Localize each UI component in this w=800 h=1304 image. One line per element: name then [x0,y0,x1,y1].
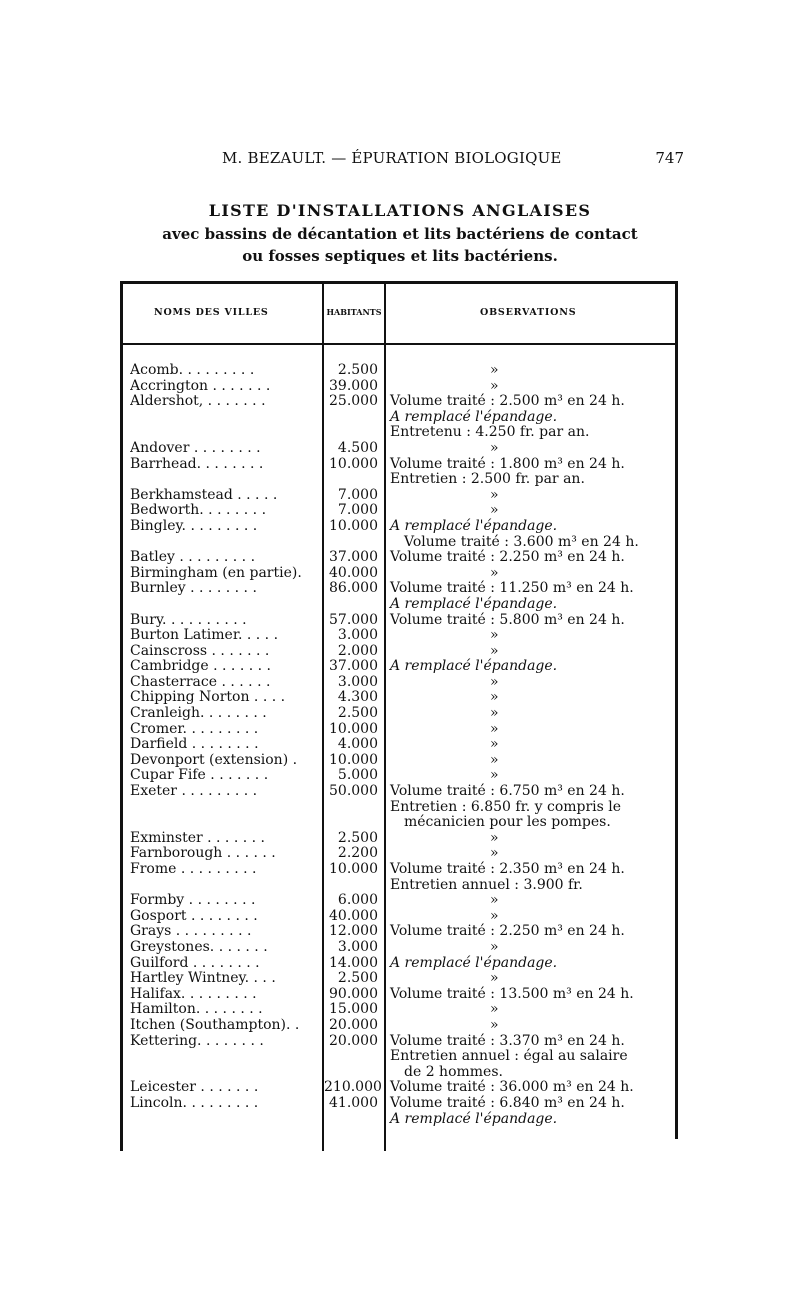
population-value: 20.000 [329,1016,378,1033]
observation-text: Volume traité : 3.370 m³ en 24 h. [390,1032,625,1049]
observation-text: » [490,751,499,768]
town-name: Andover . . . . . . . . [130,440,261,456]
population-value: 12.000 [329,923,378,940]
table-row [120,706,678,722]
observation-text: Volume traité : 13.500 m³ en 24 h. [390,985,634,1002]
list-title [100,199,700,267]
population-value: 7.000 [337,486,378,503]
observation-text: Entretien : 6.850 fr. y compris le [390,798,622,815]
town-name: Cainscross . . . . . . . [130,643,270,659]
table-row [120,363,678,379]
population-value: 5.000 [337,767,378,784]
observation-text: » [490,1001,499,1018]
observation-text: » [490,705,499,722]
observation-text: A remplacé l'épandage. [390,595,558,612]
town-name: Kettering. . . . . . . . [130,1033,264,1049]
town-name: Acomb. . . . . . . . . [130,363,255,378]
table-row [120,690,678,706]
table-row [120,1065,678,1081]
observation-text: mécanicien pour les pompes. [404,814,611,831]
running-head-title: M. BEZAULT. — ÉPURATION BIOLOGIQUE [222,149,562,167]
observation-text: Volume traité : 2.500 m³ en 24 h. [390,393,625,410]
table-row [120,566,678,582]
table-row [120,379,678,395]
population-value: 90.000 [329,985,378,1002]
table-row [120,597,678,613]
observation-text: » [490,845,499,862]
town-name: Farnborough . . . . . . [130,846,276,862]
observation-text: Volume traité : 11.250 m³ en 24 h. [390,580,634,597]
population-value: 2.500 [337,362,378,378]
table-row [120,878,678,894]
title-line-3: ou fosses septiques et lits bactériens. [242,247,558,265]
table-row [120,1096,678,1112]
observation-text: A remplacé l'épandage. [390,517,558,534]
page-number: 747 [655,149,684,167]
population-value: 2.500 [337,970,378,987]
table-row [120,581,678,597]
table-row [120,394,678,410]
population-value: 2.500 [337,829,378,846]
town-name: Guilford . . . . . . . . [130,955,260,971]
town-name: Formby . . . . . . . . [130,893,256,909]
table-row [120,815,678,831]
table-row [120,800,678,816]
observation-text: Entretien : 2.500 fr. par an. [390,471,585,488]
observation-text: » [490,642,499,659]
town-name: Burnley . . . . . . . . [130,581,257,597]
table-row [120,675,678,691]
town-name: Bedworth. . . . . . . . [130,503,267,519]
population-value: 37.000 [329,549,378,566]
observation-text: A remplacé l'épandage. [390,954,558,971]
observation-text: Entretien annuel : égal au salaire [390,1048,628,1065]
title-line-1: LISTE D'INSTALLATIONS ANGLAISES [208,201,592,220]
table-row [120,472,678,488]
observation-text: » [490,689,499,706]
table-top-rule [120,281,678,284]
table-row [120,831,678,847]
town-name: Bury. . . . . . . . . . [130,612,247,628]
population-value: 10.000 [329,751,378,768]
town-name: Chasterrace . . . . . . [130,674,271,690]
table-body [120,363,678,1127]
table-row [120,971,678,987]
town-name: Batley . . . . . . . . . [130,550,256,566]
town-name: Chipping Norton . . . . [130,690,286,706]
table-row [120,488,678,504]
town-name: Bingley. . . . . . . . . [130,518,258,534]
population-value: 2.000 [337,642,378,659]
population-value: 10.000 [329,720,378,737]
population-value: 86.000 [329,580,378,597]
observation-text: » [490,502,499,519]
population-value: 50.000 [329,783,378,800]
table-row [120,987,678,1003]
observation-text: A remplacé l'épandage. [390,658,558,675]
population-value: 6.000 [337,892,378,909]
table-row [120,893,678,909]
town-name: Burton Latimer. . . . . [130,628,279,644]
table-row [120,1034,678,1050]
table-row [120,722,678,738]
population-value: 10.000 [329,455,378,472]
table-row [120,535,678,551]
population-value: 37.000 [329,658,378,675]
population-value: 57.000 [329,611,378,628]
observation-text: » [490,767,499,784]
table-row [120,628,678,644]
town-name: Lincoln. . . . . . . . . [130,1095,259,1111]
population-value: 3.000 [337,938,378,955]
table-row [120,644,678,660]
header-population: HABITANTS [326,307,382,317]
town-name: Itchen (Southampton). . [130,1017,300,1033]
table-row [120,503,678,519]
observation-text: Volume traité : 2.250 m³ en 24 h. [390,549,625,566]
running-head [222,149,684,171]
town-name: Leicester . . . . . . . [130,1080,259,1096]
observation-text: » [490,627,499,644]
town-name: Cromer. . . . . . . . . [130,721,259,737]
table-row [120,784,678,800]
population-value: 4.000 [337,736,378,753]
population-value: 3.000 [337,627,378,644]
town-name: Accrington . . . . . . . [130,378,271,394]
table-row [120,1049,678,1065]
population-value: 15.000 [329,1001,378,1018]
town-name: Exeter . . . . . . . . . [130,784,258,800]
town-name: Gosport . . . . . . . . [130,908,258,924]
table-row [120,457,678,473]
table-row [120,1080,678,1096]
observation-text: » [490,673,499,690]
observation-text: » [490,439,499,456]
population-value: 10.000 [329,517,378,534]
town-name: Halifax. . . . . . . . . [130,986,257,1002]
observation-text: » [490,377,499,394]
observation-text: » [490,564,499,581]
town-name: Darfield . . . . . . . . [130,737,259,753]
town-name: Frome . . . . . . . . . [130,862,257,877]
observation-text: » [490,907,499,924]
town-name: Cranleigh. . . . . . . . [130,706,267,722]
observation-text: » [490,970,499,987]
observation-text: » [490,829,499,846]
observation-text: Entretenu : 4.250 fr. par an. [390,424,590,441]
observation-text: » [490,736,499,753]
table-row [120,519,678,535]
town-name: Exminster . . . . . . . [130,830,265,846]
observation-text: Volume traité : 36.000 m³ en 24 h. [390,1079,634,1096]
table-row [120,909,678,925]
observation-text: Volume traité : 6.840 m³ en 24 h. [390,1094,625,1111]
observation-text: Volume traité : 3.600 m³ en 24 h. [404,533,639,550]
table-row [120,1112,678,1128]
observation-text: » [490,486,499,503]
table-row [120,1002,678,1018]
town-name: Hartley Wintney. . . . [130,971,276,987]
table-row [120,425,678,441]
observation-text: Volume traité : 2.350 m³ en 24 h. [390,861,625,877]
town-name: Cupar Fife . . . . . . . [130,768,269,784]
town-name: Devonport (extension) . [130,752,298,768]
table-row [120,753,678,769]
table-row [120,846,678,862]
table-row [120,737,678,753]
town-name: Birmingham (en partie). [130,565,302,581]
population-value: 2.500 [337,705,378,722]
observation-text: Volume traité : 6.750 m³ en 24 h. [390,783,625,800]
population-value: 40.000 [329,564,378,581]
observation-text: » [490,938,499,955]
town-name: Hamilton. . . . . . . . [130,1002,263,1018]
population-value: 14.000 [329,954,378,971]
table-row [120,956,678,972]
installations-table [120,281,678,1151]
population-value: 7.000 [337,502,378,519]
population-value: 39.000 [329,377,378,394]
population-value: 40.000 [329,907,378,924]
table-row [120,924,678,940]
observation-text: Volume traité : 5.800 m³ en 24 h. [390,611,625,628]
table-row [120,1018,678,1034]
table-row [120,940,678,956]
town-name: Grays . . . . . . . . . [130,924,252,940]
population-value: 2.200 [337,845,378,862]
table-row [120,768,678,784]
observation-text: » [490,720,499,737]
table-row [120,441,678,457]
header-towns: NOMS DES VILLES [154,307,269,318]
header-observations: OBSERVATIONS [480,307,577,318]
table-row [120,862,678,878]
observation-text: A remplacé l'épandage. [390,1110,558,1127]
observation-text: Entretien annuel : 3.900 fr. [390,876,583,893]
observation-text: » [490,362,499,378]
table-row [120,659,678,675]
table-row [120,550,678,566]
table-row [120,410,678,426]
title-line-2: avec bassins de décantation et lits bactériens de contact [162,225,638,243]
population-value: 210.000 [324,1079,382,1096]
observation-text: de 2 hommes. [404,1063,503,1080]
town-name: Aldershot, . . . . . . . [130,394,266,410]
population-value: 41.000 [329,1094,378,1111]
observation-text: » [490,1016,499,1033]
population-value: 3.000 [337,673,378,690]
town-name: Greystones. . . . . . . [130,939,268,955]
town-name: Berkhamstead . . . . . [130,487,278,503]
town-name: Cambridge . . . . . . . [130,659,271,675]
observation-text: Volume traité : 1.800 m³ en 24 h. [390,455,625,472]
population-value: 20.000 [329,1032,378,1049]
population-value: 4.300 [337,689,378,706]
population-value: 10.000 [329,861,378,877]
table-header-rule [120,343,678,345]
population-value: 25.000 [329,393,378,410]
population-value: 4.500 [337,439,378,456]
observation-text: A remplacé l'épandage. [390,408,558,425]
observation-text: Volume traité : 2.250 m³ en 24 h. [390,923,625,940]
observation-text: » [490,892,499,909]
table-row [120,613,678,629]
town-name: Barrhead. . . . . . . . [130,456,264,472]
